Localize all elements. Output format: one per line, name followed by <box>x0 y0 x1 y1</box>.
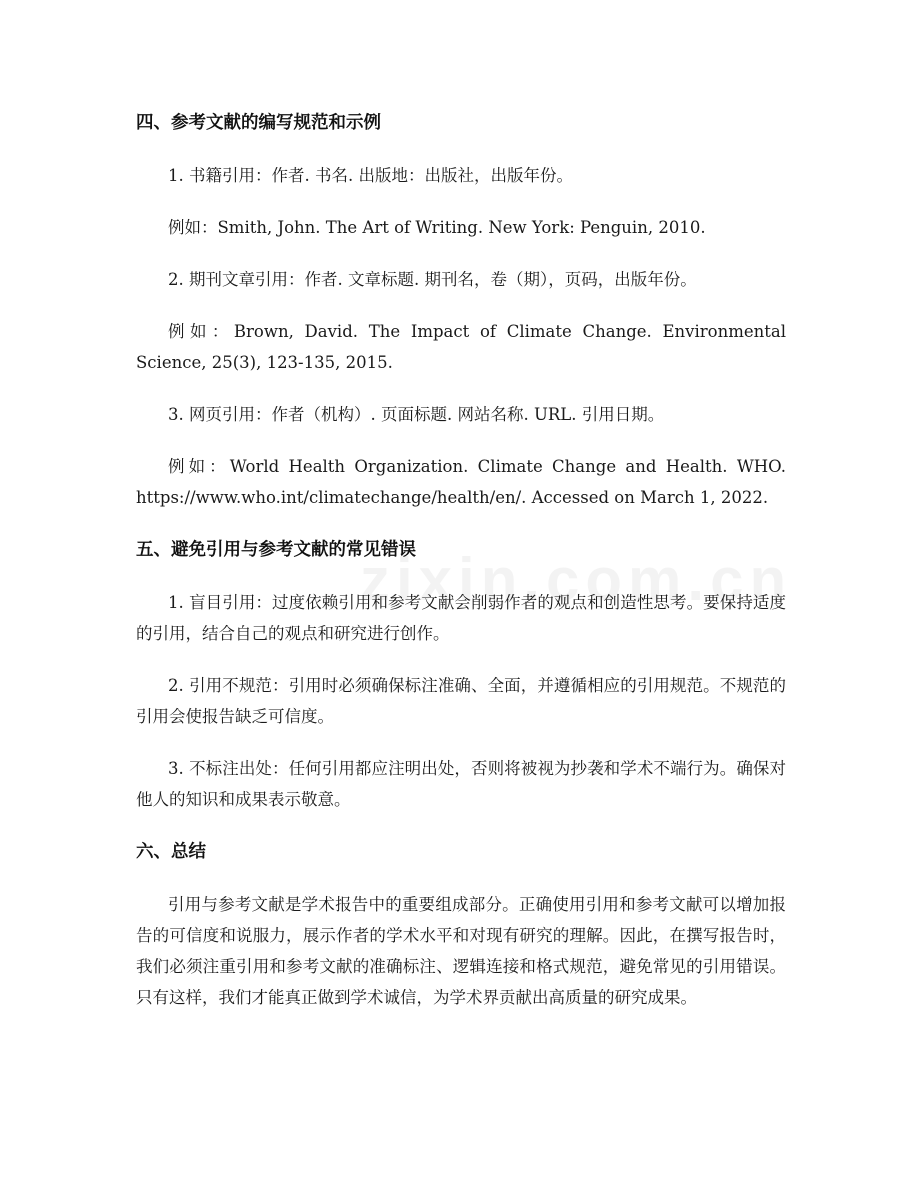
section-5-item-no-source: 3. 不标注出处：任何引用都应注明出处，否则将被视为抄袭和学术不端行为。确保对他人的知识和成果表示敬意。 <box>136 759 786 809</box>
section-4-heading: 四、参考文献的编写规范和示例 <box>136 113 381 133</box>
section-5-item-irregular-citation: 2. 引用不规范：引用时必须确保标注准确、全面，并遵循相应的引用规范。不规范的引用会使报告缺乏可信度。 <box>136 676 786 726</box>
section-4-example-journal: 例如：Brown, David. The Impact of Climate Change. Environmental Science, 25(3), 123-135, 2015. <box>136 322 786 372</box>
section-4-item-web: 3. 网页引用：作者（机构）. 页面标题. 网站名称. URL. 引用日期。 <box>168 405 665 424</box>
section-6-summary: 引用与参考文献是学术报告中的重要组成部分。正确使用引用和参考文献可以增加报告的可信度和说服力，展示作者的学术水平和对现有研究的理解。因此，在撰写报告时，我们必须注重引用和参考文献的准确标注、逻辑连接和格式规范，避免常见的引用错误。只有这样，我们才能真正做到学术诚信，为学术界贡献出高质量的研究成果。 <box>136 895 786 1007</box>
section-4-item-book: 1. 书籍引用：作者. 书名. 出版地：出版社，出版年份。 <box>168 166 573 185</box>
section-4-example-web: 例如：World Health Organization. Climate Change and Health. WHO. https://www.who.int/climatechange/health/en/. Accessed on March 1, 2022. <box>136 457 786 507</box>
section-6-heading: 六、总结 <box>136 842 206 862</box>
section-5-heading: 五、避免引用与参考文献的常见错误 <box>136 540 416 560</box>
section-4-example-book: 例如：Smith, John. The Art of Writing. New York: Penguin, 2010. <box>168 218 706 237</box>
section-5-item-blind-citation: 1. 盲目引用：过度依赖引用和参考文献会削弱作者的观点和创造性思考。要保持适度的引用，结合自己的观点和研究进行创作。 <box>136 593 786 643</box>
section-4-item-journal: 2. 期刊文章引用：作者. 文章标题. 期刊名，卷（期），页码，出版年份。 <box>168 270 697 289</box>
document-body <box>136 108 786 1013</box>
